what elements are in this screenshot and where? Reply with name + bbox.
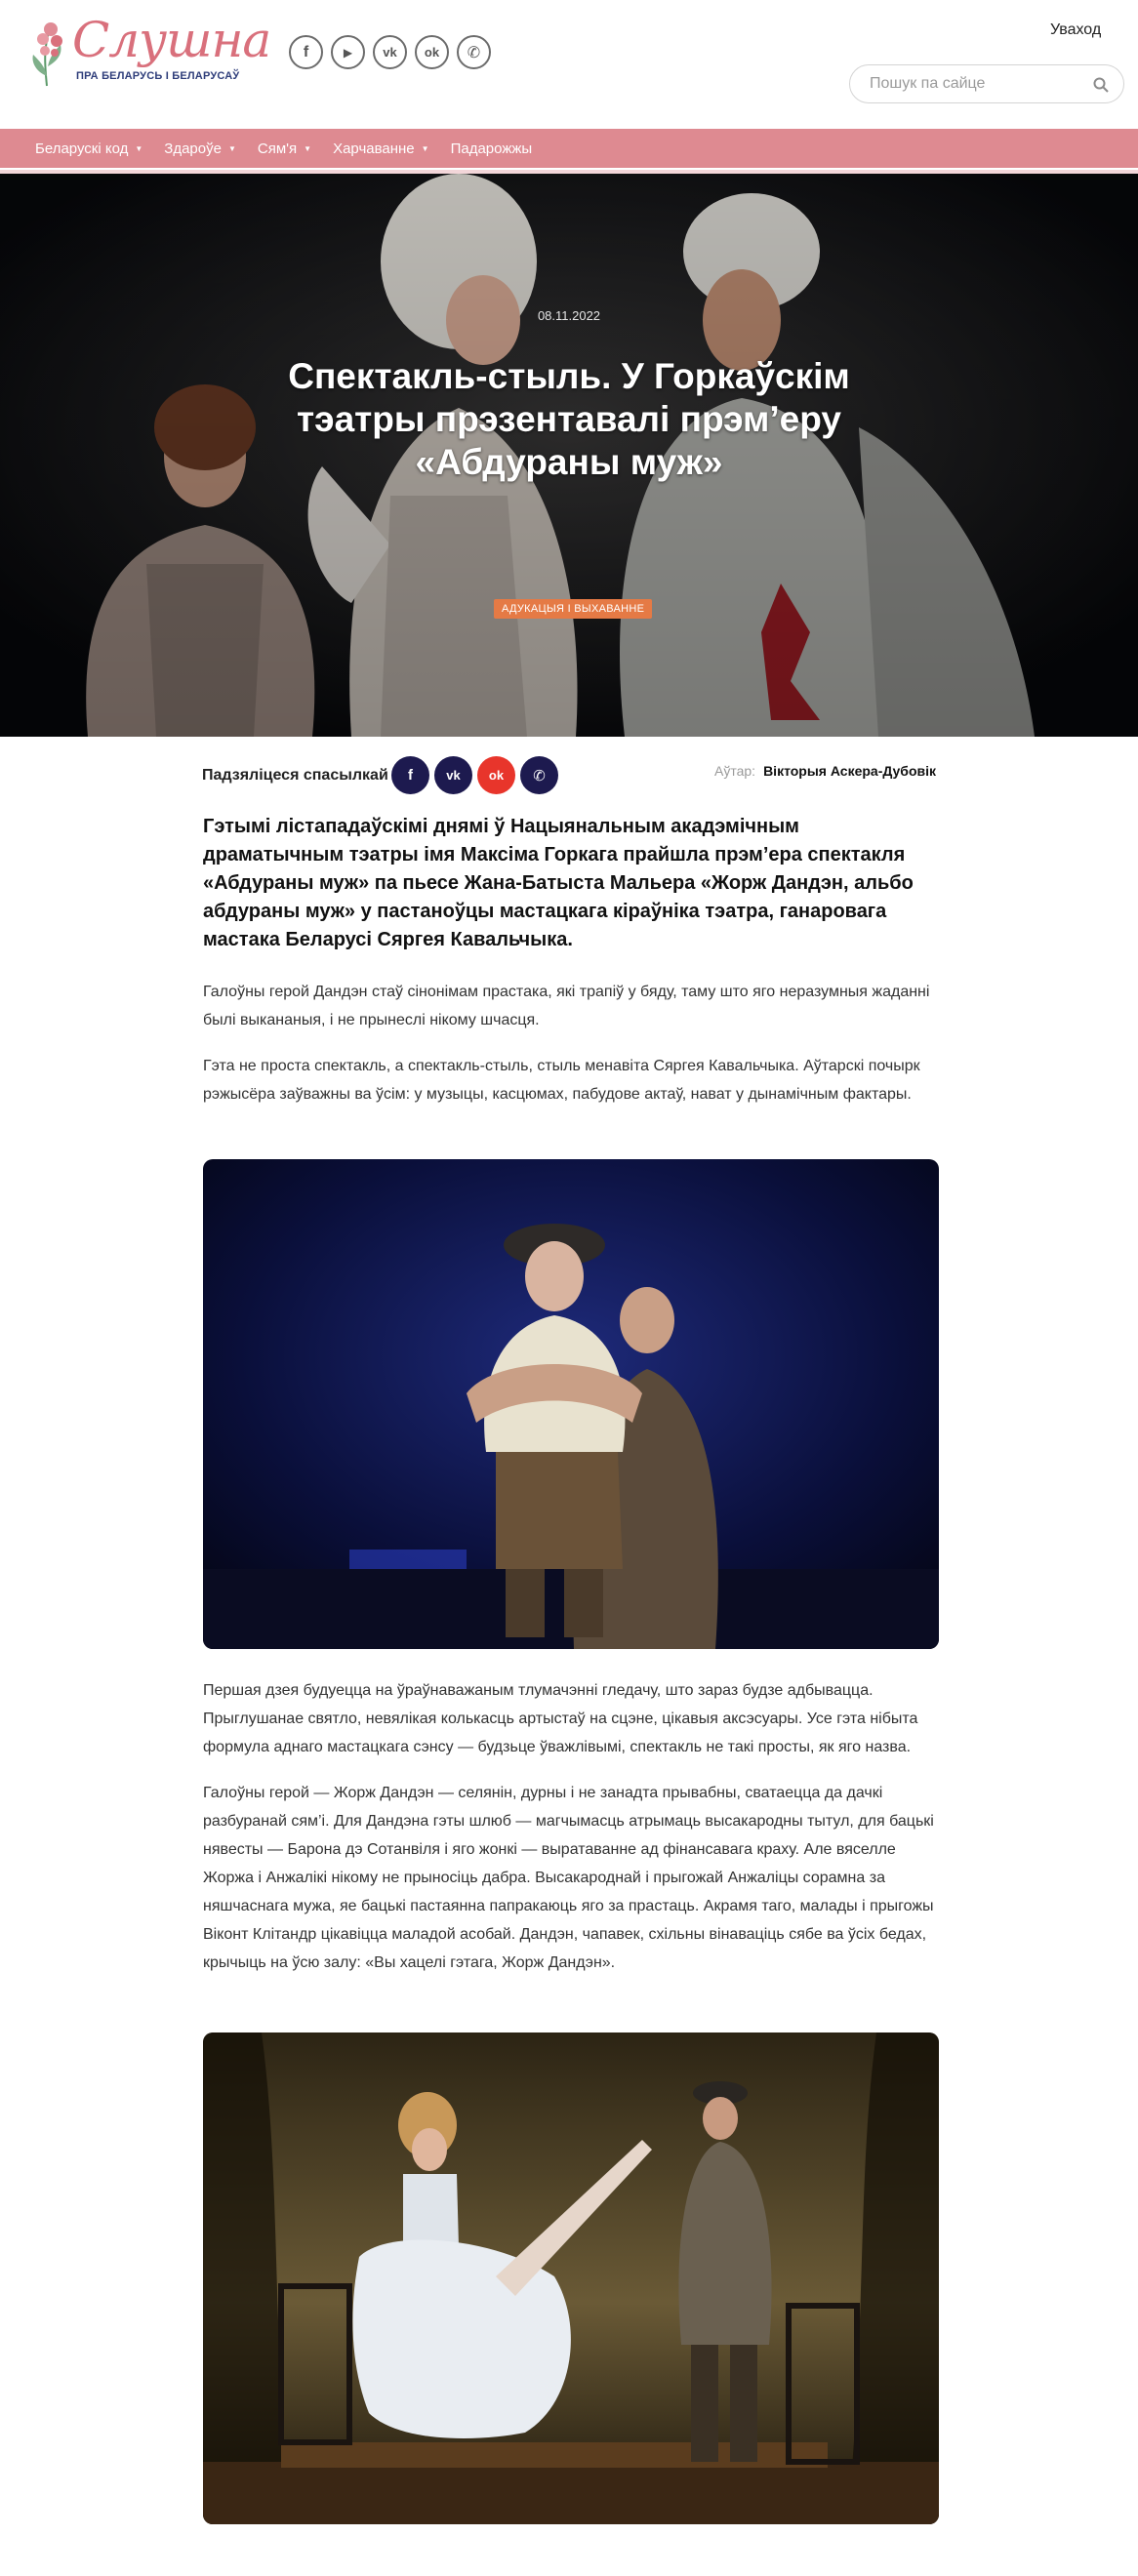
logo-title: Слушна xyxy=(72,12,271,68)
chevron-down-icon: ▼ xyxy=(135,143,143,153)
category-badge[interactable]: АДУКАЦЫЯ І ВЫХАВАННЕ xyxy=(494,599,652,619)
search-input[interactable] xyxy=(870,65,1084,102)
article-date: 08.11.2022 xyxy=(537,308,601,323)
nav-item-family[interactable]: Сям'я ▼ xyxy=(257,140,312,157)
odnoklassniki-icon[interactable]: ok xyxy=(415,35,449,69)
viber-icon[interactable]: ✆ xyxy=(520,756,558,794)
vk-icon[interactable]: vk xyxy=(434,756,472,794)
facebook-icon[interactable]: f xyxy=(391,756,429,794)
facebook-icon[interactable]: f xyxy=(289,35,323,69)
author-label: Аўтар: xyxy=(714,763,756,779)
hero-banner xyxy=(0,174,1138,737)
article-paragraph: Галоўны герой — Жорж Дандэн — селянін, дурны і не занадта прывабны, сватаецца да дачкі разбуранай сям’і. Для Дандэна гэты шлюб — магчымасць атрымаць высакародны тытул, для бацькі нявесты — Барона дэ Сотанвіля і яго жонкі — выратаванне ад фінансавага краху. Але вяселле Жоржа і Анжалікі нікому не прыносіць дабра. Высакароднай і прыгожай Анжаліцы сорамна за няшчаснага мужа, яе бацькі пастаянна папракаюць яго за прастаць. Акрамя таго, малады і прыгожы Віконт Клітандр цікавіцца маладой асобай. Дандэн, чапавек, схільны вінаваціць сябе ва ўсіх бедах, крычыць на ўсю залу: «Вы хацелі гэтага, Жорж Дандэн». xyxy=(203,1785,934,1971)
chevron-down-icon: ▼ xyxy=(421,143,429,153)
site-logo[interactable] xyxy=(25,12,271,88)
search-icon[interactable] xyxy=(1092,76,1110,94)
site-header xyxy=(0,0,1138,129)
share-label: Падзяліцеся спасылкай xyxy=(202,767,388,784)
nav-item-travel[interactable]: Падарожжы xyxy=(450,140,533,157)
share-bar xyxy=(202,756,936,795)
article-paragraph: Першая дзея будуецца на ўраўнаважаным тлумачэнні гледачу, што зараз будзе адбывацца. Прыглушанае святло, невялікая колькасць артыстаў на сцэне, цікавыя аксэсуары. Усе гэта нібыта формула аднаго мастацкага сэнсу — будзьце ўважлівымі, спектакль не такі просты, як яго назва. xyxy=(203,1682,918,1755)
search-box xyxy=(849,64,1124,103)
article-body-continued xyxy=(203,1676,937,1994)
article-title: Спектакль-стыль. У Горкаўскім тэатры прэзентавалі прэм’еру «Абдураны муж» xyxy=(288,356,850,482)
nav-item-food[interactable]: Харчаванне ▼ xyxy=(333,140,429,157)
stage-photo-dancer-and-man xyxy=(203,2033,939,2524)
main-nav xyxy=(0,129,1138,168)
vk-icon[interactable]: vk xyxy=(373,35,407,69)
article-body xyxy=(203,813,937,1126)
chevron-down-icon: ▼ xyxy=(227,143,236,153)
flower-logo-icon xyxy=(25,18,70,88)
article-paragraph: Гэта не проста спектакль, а спектакль-стыль, стыль менавіта Сяргея Кавальчыка. Аўтарскі почырк рэжысёра заўважны ва ўсім: у музыцы, касцюмах, пабудове актаў, нават у дынамічным фактары. xyxy=(203,1058,920,1103)
social-links xyxy=(289,35,491,69)
share-buttons xyxy=(391,756,558,794)
youtube-icon[interactable]: ▶ xyxy=(331,35,365,69)
article-paragraph: Галоўны герой Дандэн стаў сінонімам прастака, які трапіў у бяду, таму што яго неразумныя жаданні былі выкананыя, і не прынеслі нікому шчасця. xyxy=(203,984,930,1028)
stage-photo-two-actors xyxy=(203,1159,939,1649)
article-lead: Гэтымі лістападаўскімі днямі ў Нацыянальным акадэмічным драматычным тэатры імя Максіма Горкага прайшла прэм’ера спектакля «Абдураны муж» па пьесе Жана-Батыста Мальера «Жорж Дандэн, альбо абдураны муж» у пастаноўцы мастацкага кіраўніка тэатра, ганаровага мастака Беларусі Сяргея Кавальчыка. xyxy=(203,816,914,950)
login-link[interactable]: Уваход xyxy=(1050,21,1102,38)
article-photo xyxy=(203,2033,939,2524)
odnoklassniki-icon[interactable]: ok xyxy=(477,756,515,794)
author-info xyxy=(714,763,936,779)
logo-subtitle: ПРА БЕЛАРУСЬ І БЕЛАРУСАЎ xyxy=(76,70,240,82)
viber-icon[interactable]: ✆ xyxy=(457,35,491,69)
chevron-down-icon: ▼ xyxy=(304,143,312,153)
article-photo xyxy=(203,1159,939,1649)
nav-item-health[interactable]: Здароўе ▼ xyxy=(164,140,236,157)
nav-item-belarusian-code[interactable]: Беларускі код ▼ xyxy=(35,140,143,157)
author-name[interactable]: Вікторыя Аскера-Дубовік xyxy=(763,763,936,779)
